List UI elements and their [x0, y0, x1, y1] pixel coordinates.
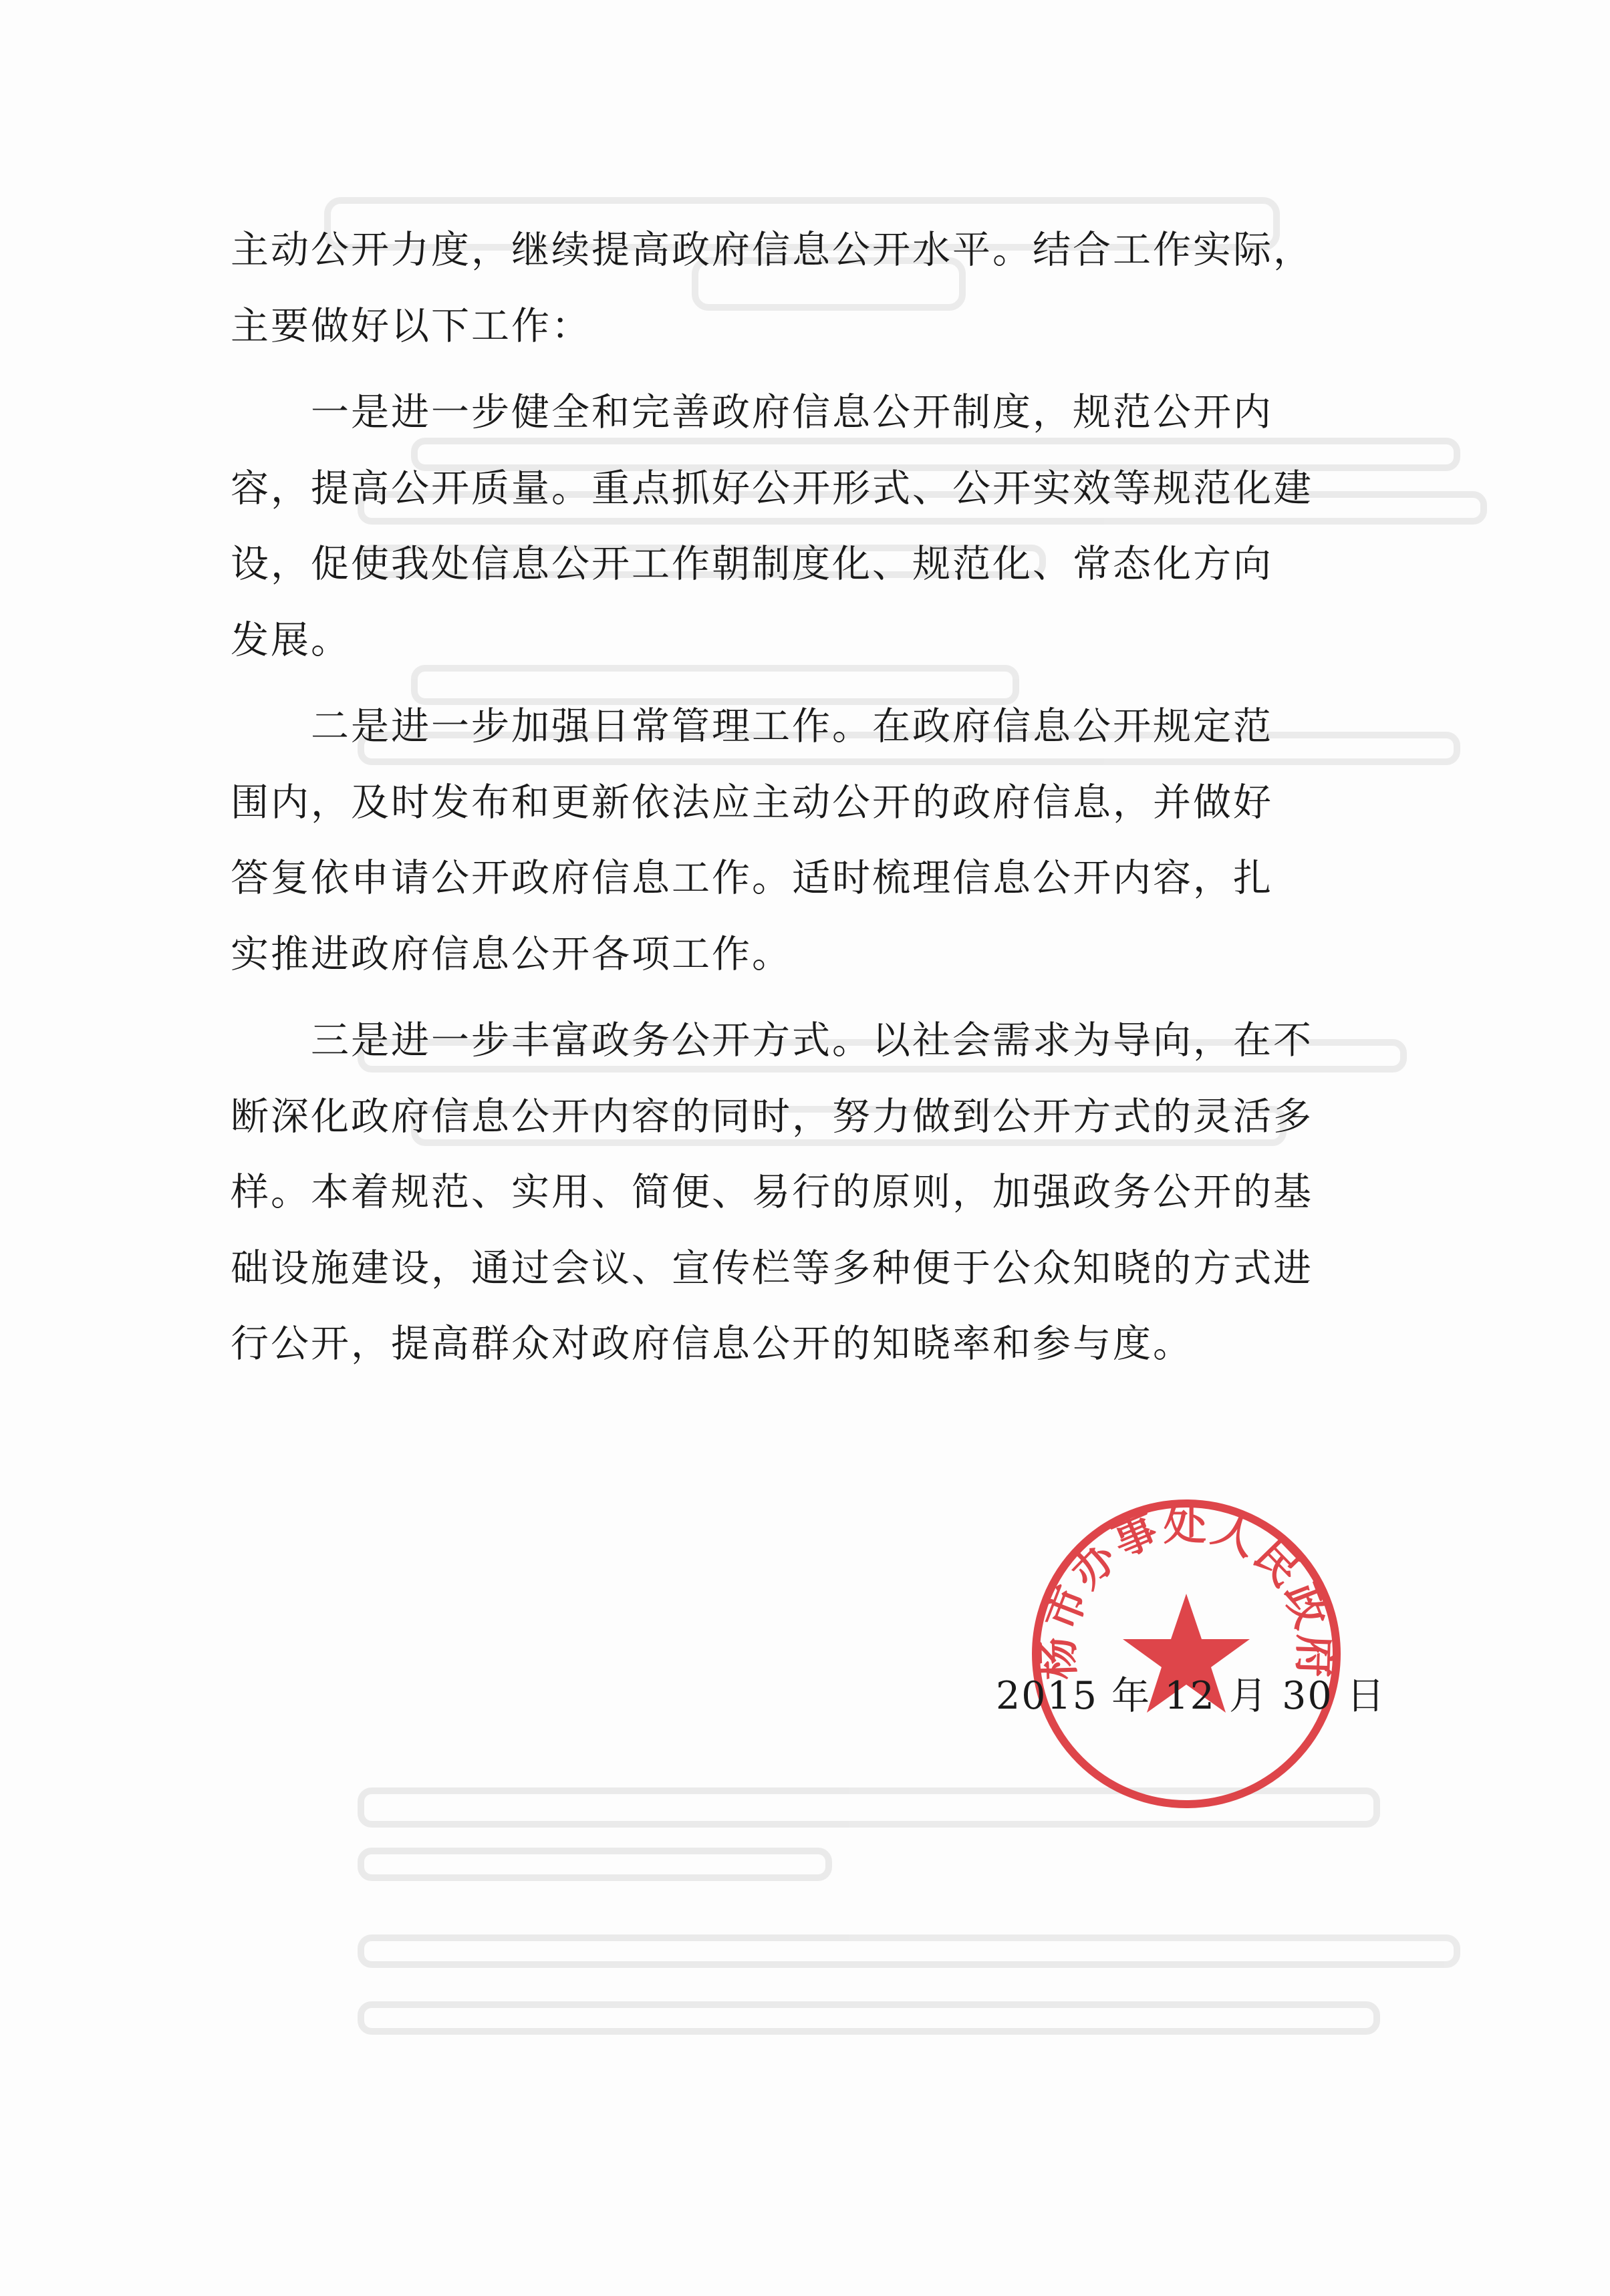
paragraph-item-two	[231, 689, 1380, 992]
text-line: 发展。	[231, 617, 351, 662]
paragraph-intro	[231, 212, 1380, 364]
text-line: 围内，及时发布和更新依法应主动公开的政府信息，并做好	[231, 780, 1273, 825]
official-seal	[1013, 1480, 1360, 1828]
text-line: 主动公开力度，继续提高政府信息公开水平。结合工作实际，	[231, 228, 1313, 272]
text-line: 答复依申请公开政府信息工作。适时梳理信息公开内容，扎	[231, 856, 1273, 900]
document-date: 2015 年 12 月 30 日	[996, 1674, 1386, 1718]
paragraph-item-three	[231, 1003, 1380, 1383]
text-line: 主要做好以下工作：	[231, 303, 591, 348]
text-line: 容，提高公开质量。重点抓好公开形式、公开实效等规范化建	[231, 466, 1313, 511]
text-line: 实推进政府信息公开各项工作。	[231, 931, 792, 976]
text-line: 断深化政府信息公开内容的同时，努力做到公开方式的灵活多	[231, 1094, 1313, 1139]
text-line: 一是进一步健全和完善政府信息公开制度，规范公开内	[231, 390, 1273, 434]
text-line: 设，促使我处信息公开工作朝制度化、规范化、常态化方向	[231, 542, 1273, 586]
text-line: 样。本着规范、实用、简便、易行的原则，加强政务公开的基	[231, 1170, 1313, 1214]
svg-text:杨市办事处人民政府: 杨市办事处人民政府	[1033, 1500, 1340, 1681]
text-line: 础设施建设，通过会议、宣传栏等多种便于公众知晓的方式进	[231, 1246, 1313, 1290]
report-body	[231, 212, 1380, 1383]
text-line: 二是进一步加强日常管理工作。在政府信息公开规定范	[231, 704, 1273, 748]
paragraph-item-one	[231, 375, 1380, 678]
text-line: 行公开，提高群众对政府信息公开的知晓率和参与度。	[231, 1322, 1193, 1366]
text-line: 三是进一步丰富政务公开方式。以社会需求为导向，在不	[231, 1018, 1313, 1062]
